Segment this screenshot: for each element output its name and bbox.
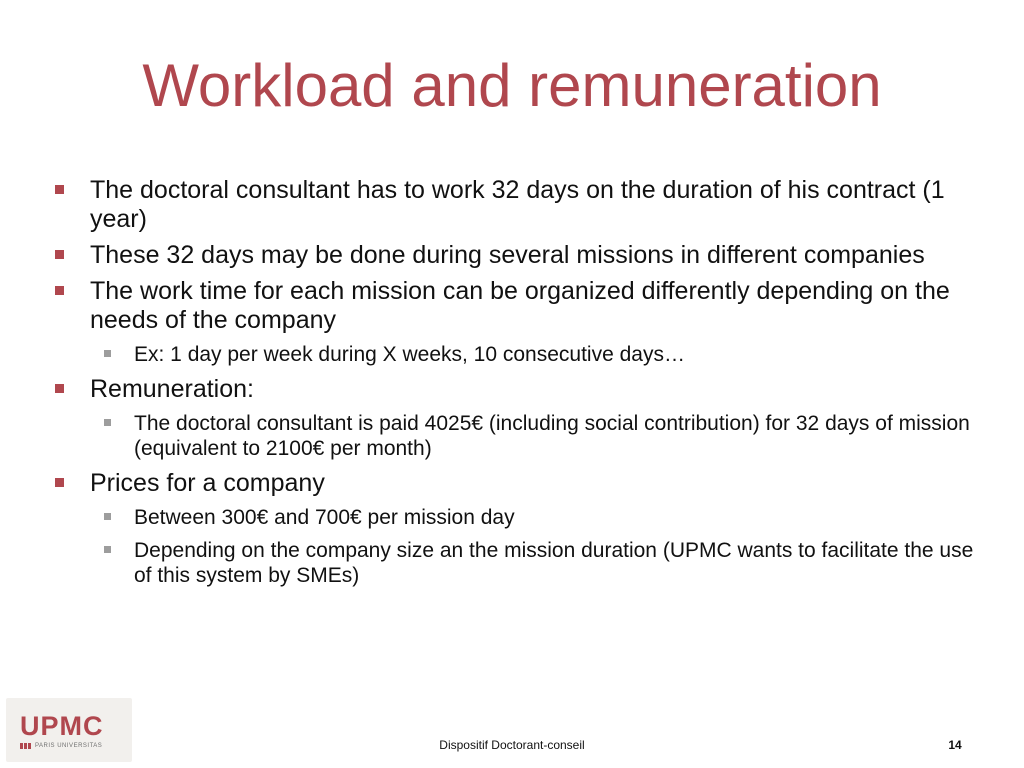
square-bullet-icon <box>55 250 64 259</box>
square-bullet-icon <box>55 185 64 194</box>
footer-text: Dispositif Doctorant-conseil <box>439 738 585 752</box>
sub-bullet-text: The doctoral consultant is paid 4025€ (including social contribution) for 32 days of mission (equivalent to 2100€ per month) <box>134 412 970 460</box>
bullet-text: These 32 days may be done during several missions in different companies <box>90 241 925 269</box>
bullet-list <box>52 176 982 596</box>
square-bullet-icon <box>55 286 64 295</box>
bullet-item <box>52 176 982 234</box>
bullet-item <box>52 277 982 335</box>
bullet-text: The doctoral consultant has to work 32 days on the duration of his contract (1 year) <box>90 176 945 233</box>
bullet-item <box>52 241 982 270</box>
logo-subtitle-row <box>20 742 102 750</box>
square-bullet-icon <box>55 478 64 487</box>
bullet-item <box>52 375 982 404</box>
sub-bullet-item <box>52 411 982 461</box>
square-sub-bullet-icon <box>104 546 111 553</box>
upmc-logo <box>6 698 132 762</box>
sub-bullet-text: Ex: 1 day per week during X weeks, 10 consecutive days… <box>134 343 685 366</box>
sub-bullet-text: Between 300€ and 700€ per mission day <box>134 506 515 529</box>
bullet-text: Remuneration: <box>90 375 254 403</box>
bullet-text: The work time for each mission can be organized differently depending on the needs of the company <box>90 277 950 334</box>
sub-bullet-item <box>52 505 982 530</box>
square-sub-bullet-icon <box>104 513 111 520</box>
bullet-item <box>52 469 982 498</box>
logo-bars-icon <box>20 743 31 749</box>
sub-bullet-item <box>52 538 982 588</box>
bullet-text: Prices for a company <box>90 469 325 497</box>
sub-bullet-item <box>52 342 982 367</box>
slide-title: Workload and remuneration <box>142 52 882 119</box>
sub-bullet-text: Depending on the company size an the mission duration (UPMC wants to facilitate the use of this system by SMEs) <box>134 539 974 587</box>
square-bullet-icon <box>55 384 64 393</box>
square-sub-bullet-icon <box>104 350 111 357</box>
logo-mark: UPMC <box>20 711 104 741</box>
square-sub-bullet-icon <box>104 419 111 426</box>
page-number: 14 <box>948 738 962 752</box>
logo-subtitle: PARIS UNIVERSITAS <box>35 743 103 749</box>
